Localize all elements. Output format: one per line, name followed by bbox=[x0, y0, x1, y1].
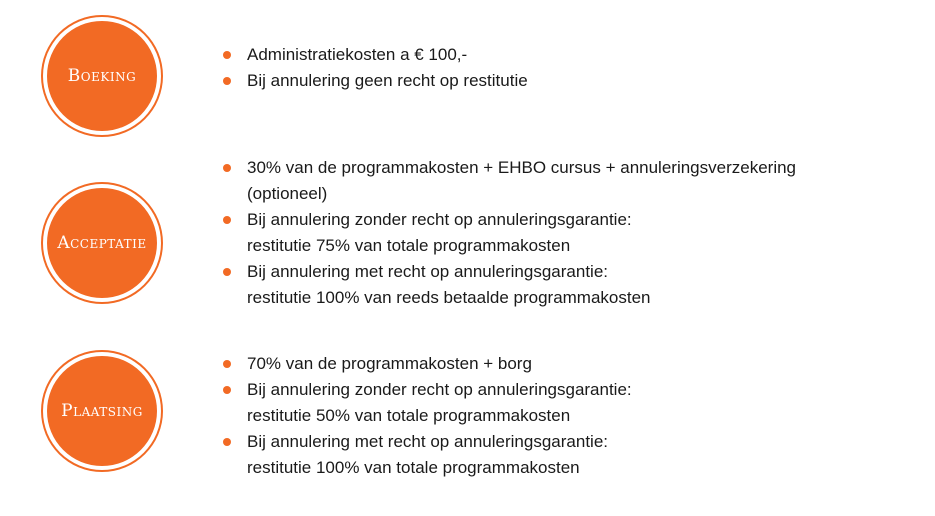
plaatsing-circle bbox=[47, 356, 157, 466]
list-item: Administratiekosten a € 100,- bbox=[222, 42, 528, 68]
boeking-label: Boeking bbox=[67, 66, 137, 86]
list-item: 30% van de programmakosten + EHBO cursus + annuleringsverzekering (optioneel) bbox=[222, 155, 796, 207]
list-item: Bij annulering zonder recht op annuleringsgarantie: restitutie 50% van totale programmakosten bbox=[222, 377, 632, 429]
plaatsing-label: Plaatsing bbox=[61, 401, 143, 421]
list-item: 70% van de programmakosten + borg bbox=[222, 351, 632, 377]
list-item: Bij annulering met recht op annuleringsgarantie: restitutie 100% van totale programmakosten bbox=[222, 429, 632, 481]
acceptatie-list bbox=[222, 155, 796, 311]
boeking-list bbox=[222, 42, 528, 94]
list-item: Bij annulering zonder recht op annuleringsgarantie: restitutie 75% van totale programmakosten bbox=[222, 207, 796, 259]
boeking-circle bbox=[47, 21, 157, 131]
acceptatie-circle bbox=[47, 188, 157, 298]
acceptatie-label: Acceptatie bbox=[57, 233, 147, 253]
list-item: Bij annulering met recht op annuleringsgarantie: restitutie 100% van reeds betaalde programmakosten bbox=[222, 259, 796, 311]
plaatsing-list bbox=[222, 351, 632, 481]
list-item: Bij annulering geen recht op restitutie bbox=[222, 68, 528, 94]
